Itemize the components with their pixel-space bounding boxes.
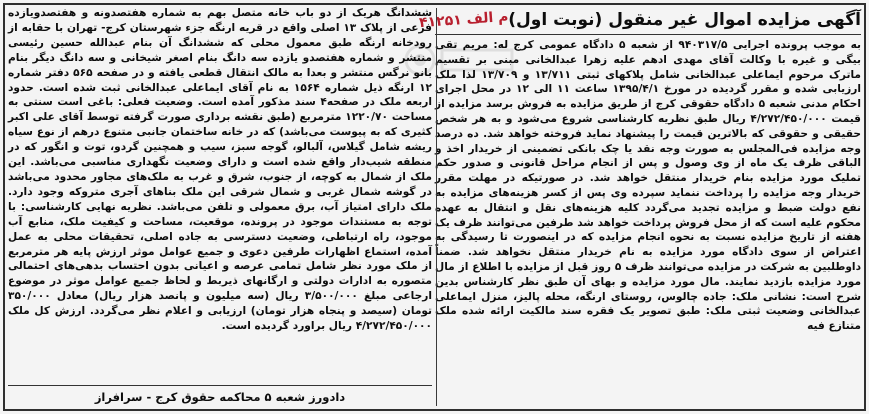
column-divider [436,8,437,406]
right-column [418,6,862,408]
right-column-tail: وضعیت ثبتی ملک: طبق تصویر یک فقره سند مالکیت ارائه شده ملک متنازع فیه [435,305,861,333]
left-column [8,6,432,408]
title-row [418,6,861,35]
right-column-body [435,38,861,334]
left-column-text: ششدانگ هریک از دو باب خانه متصل بهم به شماره هفتصدونه و هفتصدویازده فرعی از پلاک ۱۳ اصلی واقع در قریه ارنگه جزء شهرستان کرج- تهران با حقابه از رودخانه ارنگه طبق معمول محلی که ششدانگ آن بنام عبدالله حسین رئیسی منتشر و شماره هفتصدو یازده سه دانگ بنام اصغر شیخانی و سه دانگ دیگر بنام بانو نرگس منتشر و بعدا به مالک انتقال قطعی یافته و در صفحه ۵۶۵ دفتر شماره ۱۲ ارنگه ذیل شماره ۱۵۶۴ به نام آقای ایماعلی عبدالخانی ثبت شده است. حدود اربعه ملک در صفحه۴ سند مذکور آمده است. وضعیت فعلی: باغی است سنتی به مساحت ۱۲۲۰/۷۰ مترمربع (طبق نقشه برداری صورت گرفته توسط آقای علی اکبر کثیری که به پیوست می‌باشد) که در خانه ساختمان جانبی متنوع درهم از نوع سیاه ریشه شامل گیلاس، آلبالو، گوجه سبز، سیب و همچنین گردو، توت و انگور که در منطقه شیب‌دار واقع شده است و دارای وضعیت نگهداری مناسبی می‌باشد. این ملک از شمال به کوچه، از جنوب، شرق و غرب به ملک‌های مجاور محدود می‌باشد در گوشه شمال غربی و شمال شرقی این ملک بناهای آجری متروکه وجود دارد. ملک دارای امتیاز آب، برق معمولی و تلفن می‌باشد. نظریه نهایی کارشناسی: با توجه به مستندات موجود در پرونده، موقعیت، مساحت و کیفیت ملک، منابع آب موجود، راه ارتباطی، وضعیت دسترسی به جاده اصلی، تحقیقات محلی به عمل آمده، استماع اظهارات طرفین دعوی و جمیع عوامل موثر ارزش پایه هر مترمربع از ملک مورد نظر شامل تمامی عرصه و اعیانی بدون احتساب بدهی‌های احتمالی متصوره به ادارات دولتی و ارگانهای ذیربط و لحاظ جمیع عوامل موثر در موضوع ارجاعی مبلغ ۳/۵۰۰/۰۰۰ ریال (سه میلیون و پانصد هزار ریال) معادل ۳۵۰/۰۰۰ تومان (سیصد و پنجاه هزار تومان) ارزیابی و اعلام نظر می‌گردد. ارزش کل ملک ۴/۲۷۲/۴۵۰/۰۰۰ ریال براورد گردیده است. [8,7,433,333]
reference-number: م الف ۴۱۲۵۱ [418,8,509,32]
right-column-text: به موجب پرونده اجرایی ۹۴۰۳۱۷/۵ از شعبه ۵ دادگاه عمومی کرج له: مریم تقی بیگی و غیره با وکالت آقای مهدی ادهم علیه زهرا عبدالخانی مبنی بر تقسیم ماترک مرحوم ایماعلی عبدالخانی شامل پلاکهای ثبتی ۱۳/۷۱۱ و ۱۳/۷۰۹ لذا ملک ارزیابی شده و مقرر گردیده در مورخ ۱۳۹۵/۴/۱ ساعت ۱۱ الی ۱۲ در محل اجرای احکام مدنی شعبه ۵ دادگاه حقوقی کرج از طریق مزایده به فروش برسد مزایده از قیمت ۴/۲۷۲/۴۵۰/۰۰۰ ریال طبق نظریه کارشناسی شروع می‌شود و به هر شخص حقیقی و حقوقی که بالاترین قیمت را پیشنهاد نماید فروخته خواهد شد. ده درصد وجه مزایده فی‌المجلس به صورت وجه نقد یا چک بانکی تضمینی از خریدار اخذ و الباقی ظرف یک ماه از وی وصول و پس از انجام مراحل قانونی و صدور حکم تملیک مورد مزایده بنام خریدار منتقل خواهد شد. در صورتیکه در مهلت مقرر خریدار وجه مزایده را پرداخت ننماید سپرده وی پس از کسر هزینه‌های مزایده به نفع دولت ضبط و مزایده تجدید می‌گردد کلیه هزینه‌های نقل و انتقال به عهده محکوم علیه است که از محل فروش پرداخت خواهد شد طرفین می‌توانند ظرف یک هفته از تاریخ مزایده نسبت به نحوه انجام مزایده که در اینصورت تا رسیدگی به اعتراض از سوی دادگاه مورد مزایده به نام خریدار منتقل نخواهد شد. ضمناً داوطلبین به شرکت در مزایده می‌توانند ظرف ۵ روز قبل از مزایده با اطلاع از مال مورد مزایده بازدید نمایند. مال مورد مزایده و بهای آن طبق نظر کارشناس بدین شرح است: نشانی ملک: جاده چالوس، روستای ارنگه، محله پالیز، منزل ایماعلی عبدالخانی [435,39,862,318]
signature-line: دادورز شعبه ۵ محاکمه حقوق کرج - سرافراز [8,385,432,408]
left-column-body [8,6,432,384]
notice-title: آگهی مزایده اموال غیر منقول (نوبت اول) [508,10,861,30]
